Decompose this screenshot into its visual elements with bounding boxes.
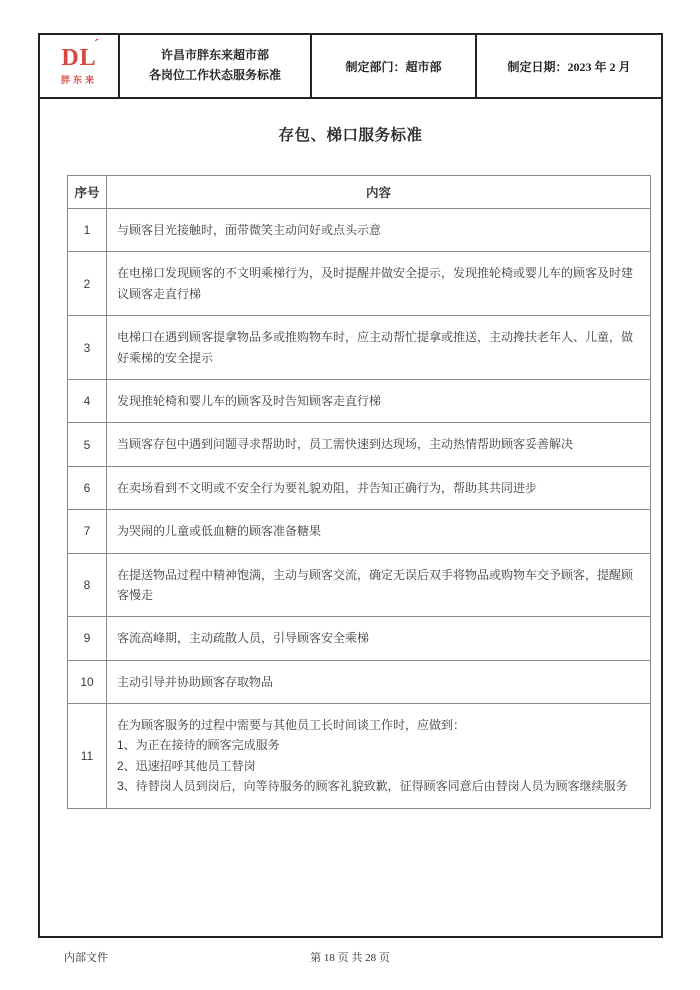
table-row xyxy=(68,466,651,509)
row-number: 8 xyxy=(68,553,107,617)
logo-accent-mark: ´ xyxy=(92,36,101,55)
content-line: 当顾客存包中遇到问题寻求帮助时，员工需快速到达现场，主动热情帮助顾客妥善解决 xyxy=(117,437,574,452)
row-content xyxy=(107,379,651,422)
content-line: 在提送物品过程中精神饱满，主动与顾客交流，确定无误后双手将物品或购物车交予顾客，提醒顾客慢走 xyxy=(117,567,634,602)
row-content xyxy=(107,316,651,380)
document-footer xyxy=(0,949,700,965)
content-line: 为哭闹的儿童或低血糖的顾客准备糖果 xyxy=(117,524,322,539)
table-header-row xyxy=(68,176,651,209)
row-number: 1 xyxy=(68,209,107,252)
content-line: 3、待替岗人员到岗后，向等待服务的顾客礼貌致歉，征得顾客同意后由替岗人员为顾客继续服务 xyxy=(117,779,628,794)
content-line: 主动引导并协助顾客存取物品 xyxy=(117,674,274,689)
table-row xyxy=(68,423,651,466)
row-number: 4 xyxy=(68,379,107,422)
page-frame xyxy=(38,33,663,938)
service-table-body xyxy=(68,209,651,809)
row-content xyxy=(107,553,651,617)
row-content xyxy=(107,704,651,809)
service-standards-table xyxy=(67,175,651,809)
brand-logo-dl xyxy=(61,36,101,71)
content-line: 客流高峰期，主动疏散人员，引导顾客安全乘梯 xyxy=(117,631,370,646)
row-number: 2 xyxy=(68,252,107,316)
row-number: 5 xyxy=(68,423,107,466)
content-line: 发现推轮椅和婴儿车的顾客及时告知顾客走直行梯 xyxy=(117,393,382,408)
footer-classification: 内部文件 xyxy=(64,952,108,964)
header-date-cell xyxy=(477,35,661,97)
header-org-cell xyxy=(120,35,312,97)
table-row xyxy=(68,379,651,422)
table-row xyxy=(68,316,651,380)
document-header xyxy=(40,35,661,99)
org-name-line1: 许昌市胖东来超市部 xyxy=(160,48,269,63)
row-content xyxy=(107,660,651,703)
table-row xyxy=(68,209,651,252)
page-title: 存包、梯口服务标准 xyxy=(278,127,423,144)
brand-logo-subtext: 胖东来 xyxy=(60,75,97,85)
row-content xyxy=(107,510,651,553)
content-line: 在卖场看到不文明或不安全行为要礼貌劝阻，并告知正确行为，帮助其共同进步 xyxy=(117,480,538,495)
row-content xyxy=(107,423,651,466)
content-line: 1、为正在接待的顾客完成服务 xyxy=(117,738,280,753)
row-content xyxy=(107,209,651,252)
date-label: 制定日期：2023 年 2 月 xyxy=(507,59,631,74)
brand-logo xyxy=(40,35,120,97)
footer-page-number: 第 18 页 共 28 页 xyxy=(310,952,390,964)
table-row xyxy=(68,252,651,316)
row-number: 3 xyxy=(68,316,107,380)
row-number: 11 xyxy=(68,704,107,809)
header-department-cell xyxy=(312,35,477,97)
content-line: 在电梯口发现顾客的不文明乘梯行为，及时提醒并做安全提示，发现推轮椅或婴儿车的顾客及时建议顾客走直行梯 xyxy=(117,266,634,301)
row-number: 7 xyxy=(68,510,107,553)
column-header-content: 内容 xyxy=(107,176,651,209)
row-number: 9 xyxy=(68,617,107,660)
table-row xyxy=(68,510,651,553)
row-content xyxy=(107,617,651,660)
content-line: 2、迅速招呼其他员工替岗 xyxy=(117,758,256,773)
table-row xyxy=(68,660,651,703)
table-row xyxy=(68,704,651,809)
table-row xyxy=(68,617,651,660)
row-content xyxy=(107,466,651,509)
row-number: 10 xyxy=(68,660,107,703)
row-number: 6 xyxy=(68,466,107,509)
column-header-no: 序号 xyxy=(68,176,107,209)
content-line: 在为顾客服务的过程中需要与其他员工长时间谈工作时，应做到： xyxy=(117,718,466,733)
content-line: 与顾客目光接触时，面带微笑主动问好或点头示意 xyxy=(117,223,382,237)
content-line: 电梯口在遇到顾客提拿物品多或推购物车时，应主动帮忙提拿或推送，主动搀扶老年人、儿童，做好乘梯的安全提示 xyxy=(117,330,634,365)
logo-text: DL xyxy=(61,45,97,71)
org-name-line2: 各岗位工作状态服务标准 xyxy=(148,68,281,82)
row-content xyxy=(107,252,651,316)
table-row xyxy=(68,553,651,617)
department-label: 制定部门：超市部 xyxy=(345,59,442,74)
